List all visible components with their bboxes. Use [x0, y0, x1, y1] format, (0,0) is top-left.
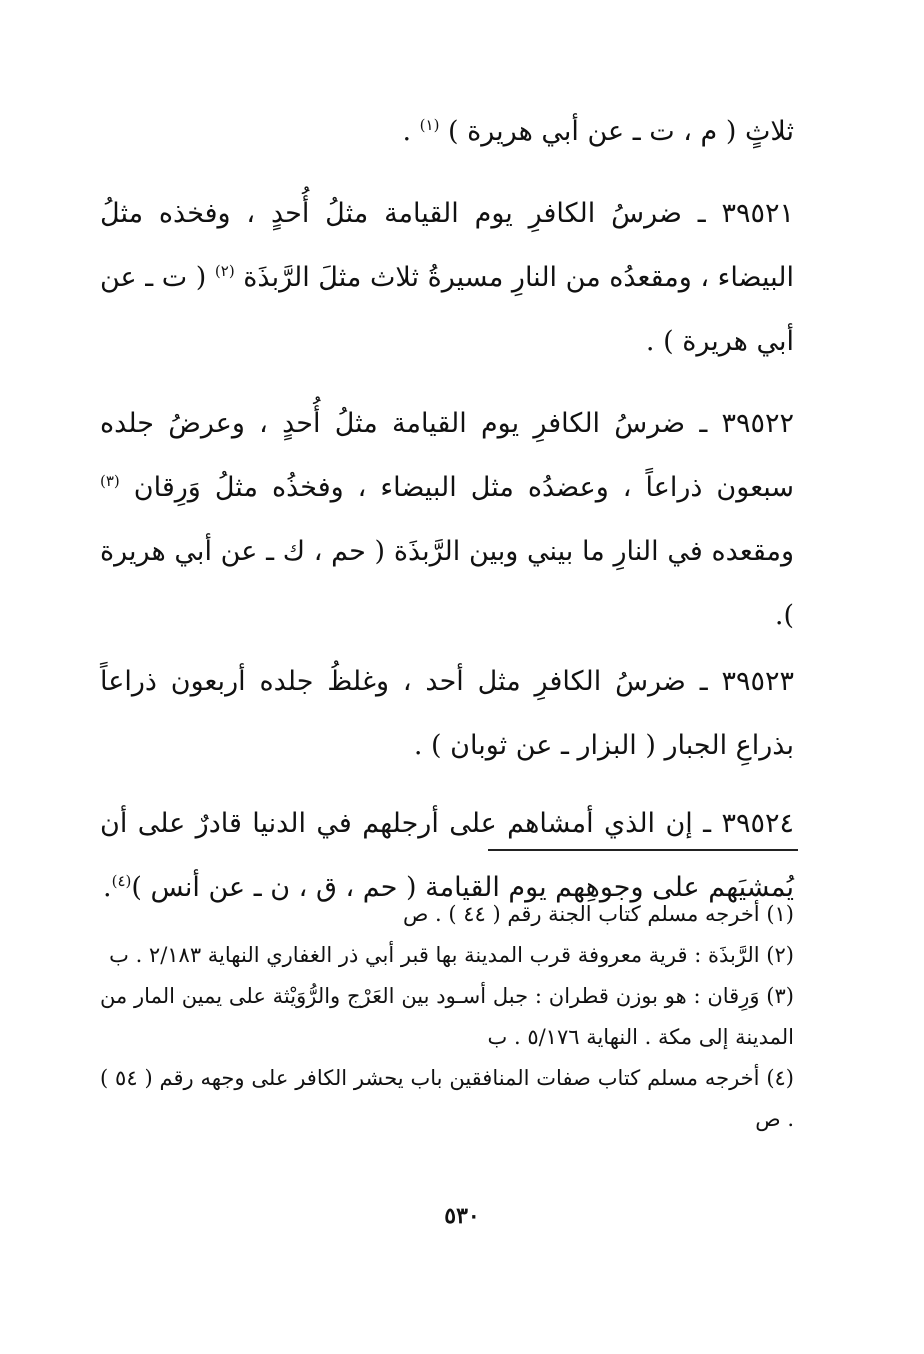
- footnote-marker-3: (٣): [100, 472, 120, 490]
- footnote-marker-4: (٤): [111, 872, 132, 890]
- hadith-39523: [100, 650, 794, 778]
- paragraph-continuation: ثلاثٍ ( م ، ت ـ عن أبي هريرة ) $^{(١)}$ .: [402, 116, 794, 147]
- footnote-marker-1: (١): [419, 116, 440, 134]
- hadith-39521: [100, 182, 794, 374]
- hadith-39522-source: ومقعده في النارِ ما بيني وبين الرَّبذَة ( حم ، ك ـ عن أبي هريرة ).: [100, 536, 795, 631]
- page-number: ٥٣٠: [444, 1203, 480, 1229]
- hadith-39522: [100, 392, 794, 648]
- hadith-39522-text: ٣٩٥٢٢ ـ ضرسُ الكافرِ يوم القيامة مثلُ أُحدٍ ، وعرضُ جلده سبعون ذراعاً ، وعضدُه مثل البيضاء ، وفخذُه مثلُ وَرِقان: [100, 408, 794, 503]
- continuation-text: ثلاثٍ ( م ، ت ـ عن أبي هريرة ): [439, 116, 794, 147]
- footnote-2: (٢) الرَّبذَة : قرية معروفة قرب المدينة بها قبر أبي ذر الغفاري النهاية ٢/١٨٣ . ب: [109, 943, 794, 967]
- footnote-1: (١) أخرجه مسلم كتاب الجنة رقم ( ٤٤ ) . ص: [402, 902, 794, 926]
- main-text: [100, 100, 794, 920]
- footnote-marker-2: (٢): [214, 262, 235, 280]
- hadith-39523-text: ٣٩٥٢٣ ـ ضرسُ الكافرِ مثل أحد ، وغلظُ جلده أربعون ذراعاً بذراعِ الجبار ( البزار ـ عن ثوبان ) .: [100, 666, 794, 761]
- hadith-39524-text: ٣٩٥٢٤ ـ إن الذي أمشاهم على أرجلهم في الدنيا قادرٌ على أن يُمشيَهم على وجوهِهم يوم القيامة ( حم ، ق ، ن ـ عن أنس ): [100, 808, 794, 903]
- footnote-divider: [488, 849, 798, 851]
- footnote-4: (٤) أخرجه مسلم كتاب صفات المنافقين باب يحشر الكافر على وجهه رقم ( ٥٤ ) . ص: [100, 1066, 794, 1131]
- hadith-39521-text: ٣٩٥٢١ ـ ضرسُ الكافرِ يوم القيامة مثلُ أُحدٍ ، وفخذه مثلُ البيضاء ، ومقعدُه من النارِ مسيرةُ ثلاث مثلَ الرَّبذَة: [100, 198, 794, 293]
- hadith-39524-end: .: [102, 872, 112, 903]
- footnote-3: (٣) وَرِقان : هو بوزن قطران : جبل أسـود بين العَرْج والرُّوَيْثة على يمين المار من المدينة إلى مكة . النهاية ٥/١٧٦ . ب: [100, 984, 794, 1049]
- hadith-39521-source: ( ت ـ عن أبي هريرة ) .: [100, 262, 794, 357]
- footnotes: [100, 894, 794, 1140]
